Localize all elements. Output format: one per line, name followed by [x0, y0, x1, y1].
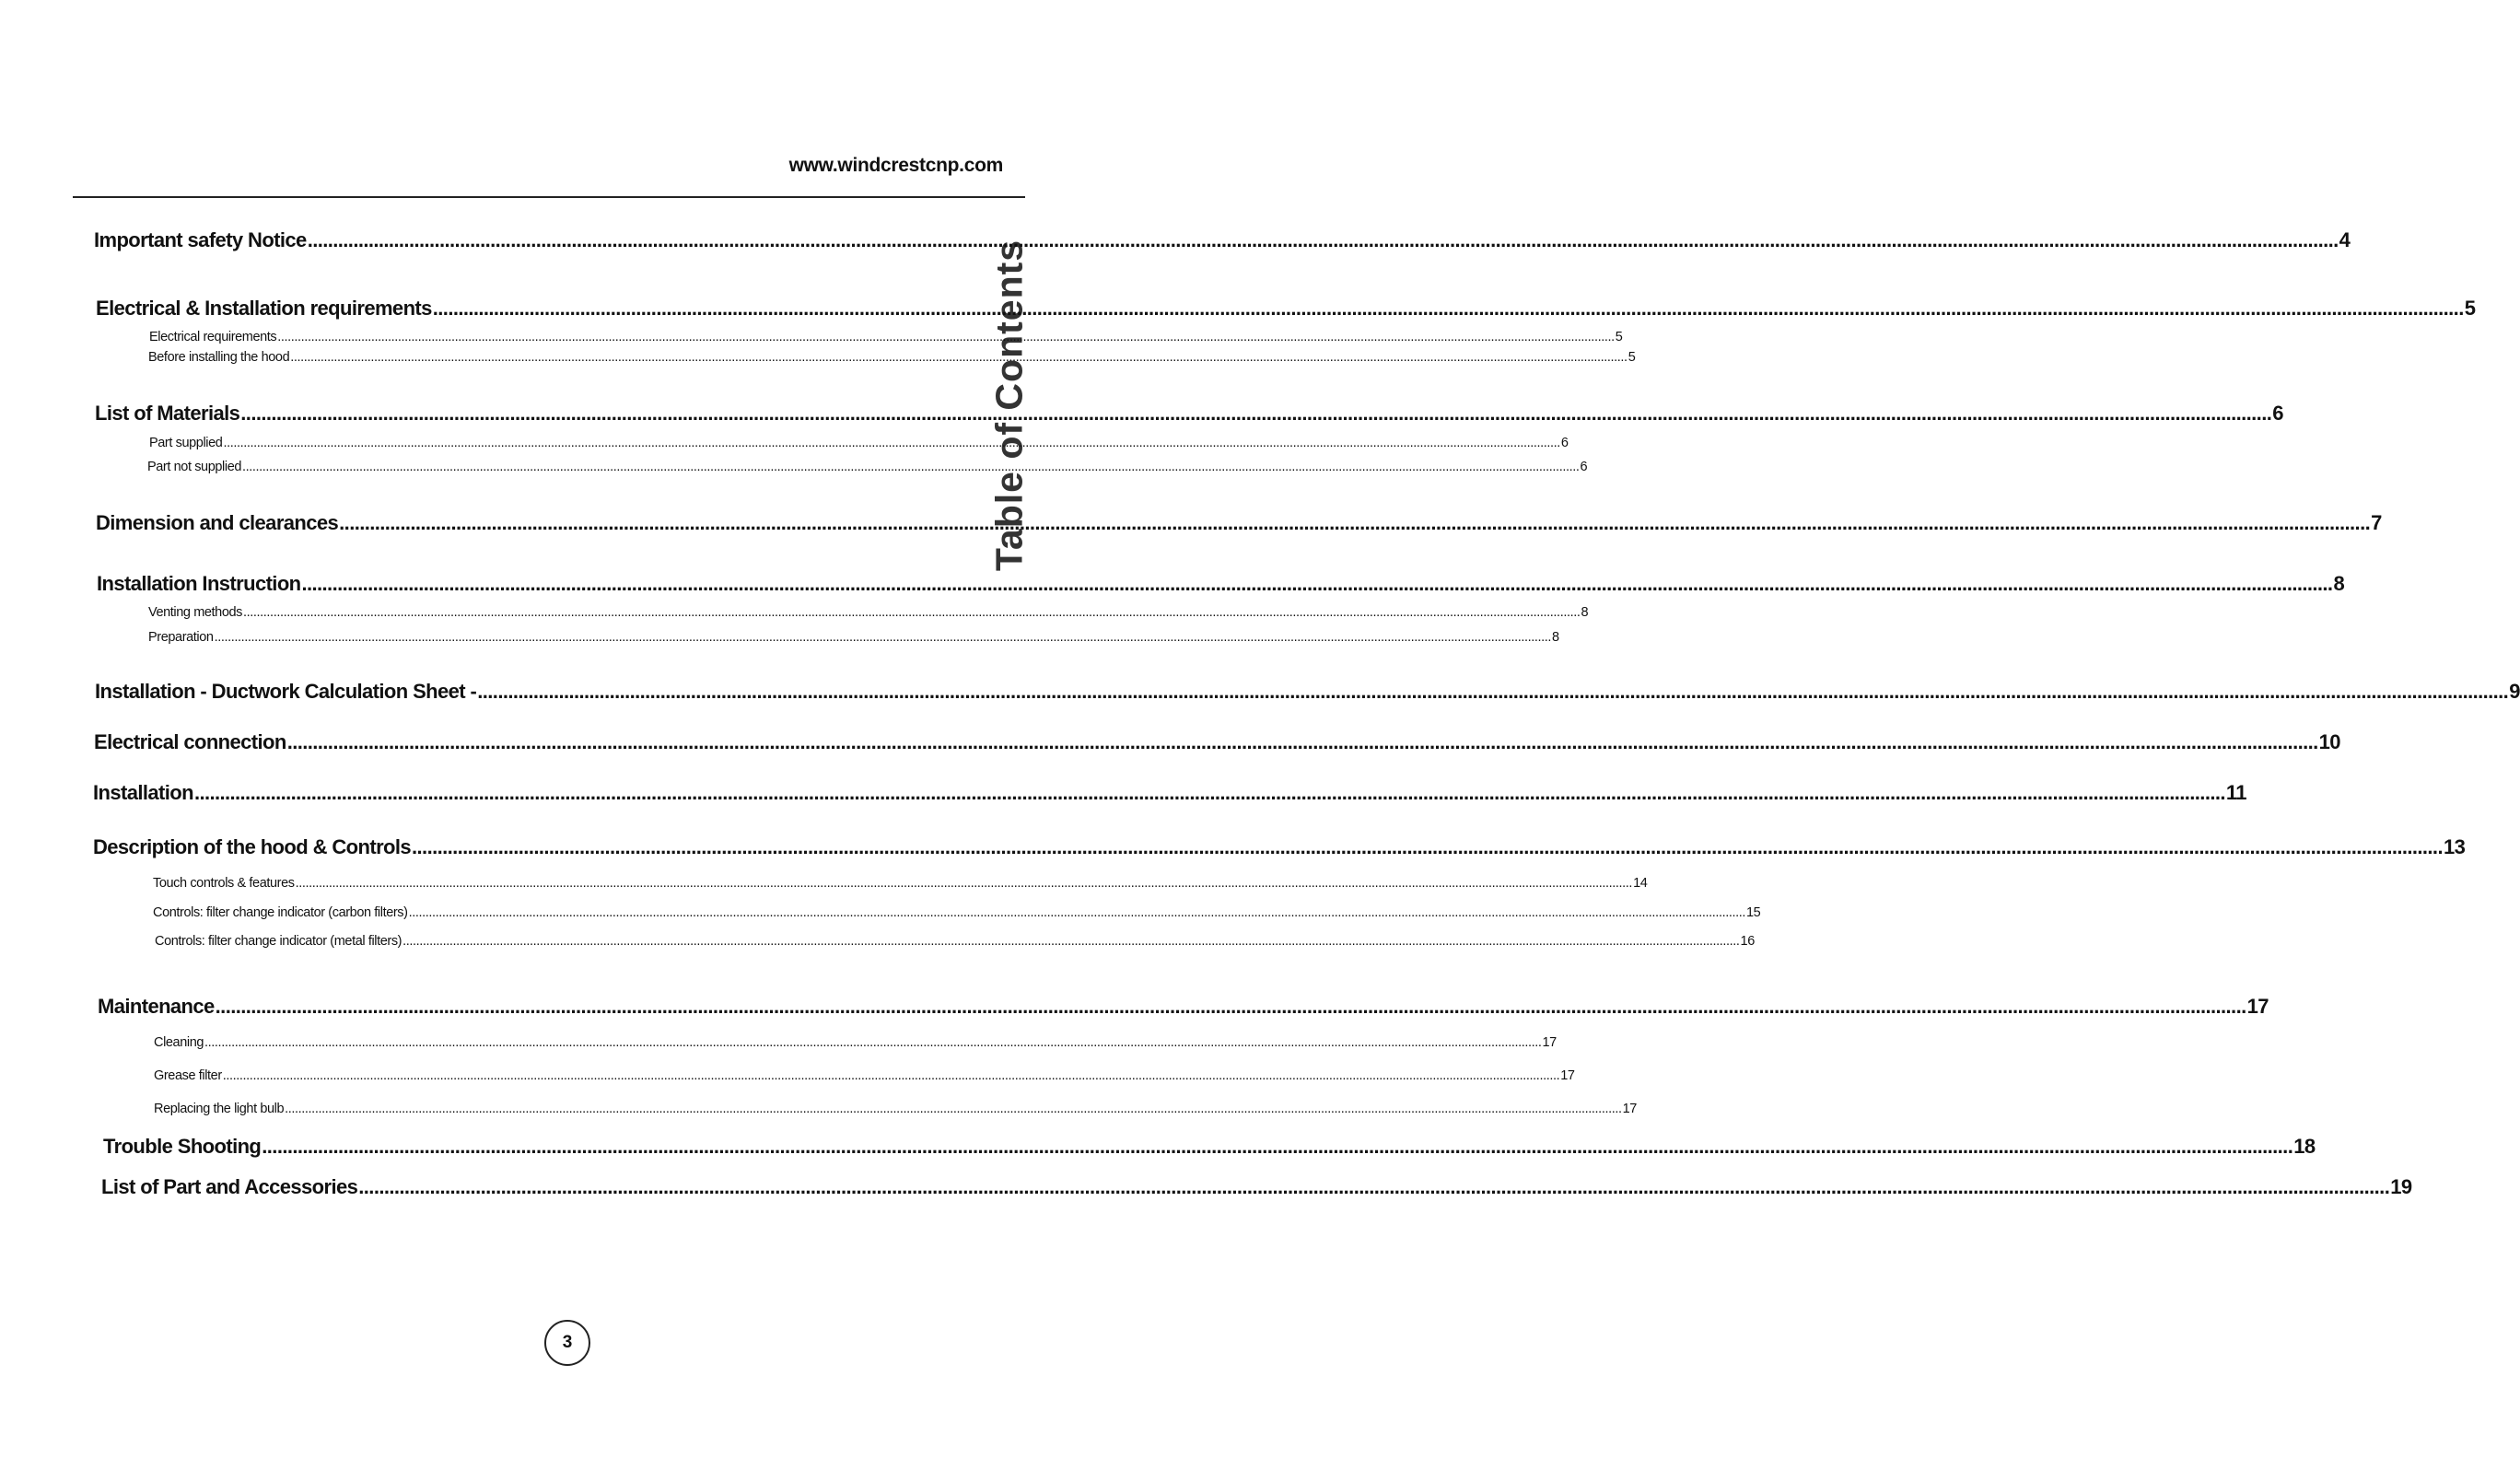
toc-entry-page: 5 [1628, 350, 1636, 365]
toc-entry-page: 5 [2464, 297, 2476, 320]
toc-entry-title: Cleaning [154, 1035, 204, 1050]
website-url[interactable]: www.windcrestcnp.com [788, 155, 1003, 176]
toc-entry-page: 5 [1615, 330, 1623, 344]
toc-entry-page: 11 [2225, 781, 2246, 804]
toc-entry-title: Electrical connection [94, 730, 286, 753]
toc-dot-leader: ................................................................................................................................................................................................................................................................................................................................................................................................................ [193, 781, 2225, 804]
toc-entry-title: Replacing the light bulb [154, 1102, 285, 1116]
toc-dot-leader: ................................................................................................................................................................................................................................................................................................................................................................................................................ [215, 995, 2246, 1018]
toc-entry[interactable] [95, 400, 2283, 427]
toc-entry-title: Preparation [148, 630, 214, 645]
toc-entry[interactable] [153, 904, 1761, 922]
toc-entry[interactable] [154, 1067, 1575, 1085]
toc-entry-page: 17 [1622, 1102, 1637, 1116]
toc-entry[interactable] [101, 1173, 2412, 1201]
toc-dot-leader: ................................................................................................................................................................................................................................................................................................................................................................................................................ [286, 730, 2318, 753]
toc-entry-title: Dimension and clearances [96, 511, 339, 534]
toc-entry-page: 18 [2293, 1135, 2316, 1158]
toc-entry-title: List of Materials [95, 402, 240, 425]
toc-entry-title: Before installing the hood [148, 350, 290, 365]
toc-entry-page: 8 [1581, 605, 1589, 620]
toc-dot-leader: ................................................................................................................................................................................................................................................................................................................................................................................................................ [214, 630, 1552, 645]
toc-dot-leader: ................................................................................................................................................................................................................................................................................................................................................................................................................ [295, 876, 1633, 891]
toc-entry-page: 8 [2333, 572, 2345, 595]
toc-dot-leader: ................................................................................................................................................................................................................................................................................................................................................................................................................ [432, 297, 2464, 320]
toc-entry[interactable] [93, 834, 2466, 861]
toc-dot-leader: ................................................................................................................................................................................................................................................................................................................................................................................................................ [223, 436, 1560, 450]
toc-entry-page: 13 [2443, 835, 2466, 858]
toc-dot-leader: ................................................................................................................................................................................................................................................................................................................................................................................................................ [301, 572, 2333, 595]
toc-dot-leader: ................................................................................................................................................................................................................................................................................................................................................................................................................ [412, 835, 2443, 858]
toc-entry-title: Electrical & Installation requirements [96, 297, 432, 320]
toc-entry-title: Description of the hood & Controls [93, 835, 412, 858]
toc-entry-title: Installation Instruction [97, 572, 301, 595]
toc-dot-leader: ................................................................................................................................................................................................................................................................................................................................................................................................................ [204, 1035, 1542, 1050]
toc-dot-leader: ................................................................................................................................................................................................................................................................................................................................................................................................................ [477, 680, 2509, 703]
toc-entry[interactable] [94, 729, 2340, 756]
toc-entry-title: Trouble Shooting [103, 1135, 262, 1158]
toc-entry[interactable] [148, 348, 1636, 367]
toc-entry[interactable] [97, 570, 2345, 598]
toc-entry[interactable] [148, 603, 1589, 622]
toc-dot-leader: ................................................................................................................................................................................................................................................................................................................................................................................................................ [307, 228, 2339, 251]
toc-entry[interactable] [93, 779, 2246, 807]
toc-entry[interactable] [153, 874, 1648, 892]
toc-entry-title: Installation [93, 781, 193, 804]
toc-entry-page: 6 [1580, 460, 1588, 474]
toc-entry-title: Venting methods [148, 605, 243, 620]
toc-entry-page: 16 [1740, 934, 1755, 949]
toc-dot-leader: ................................................................................................................................................................................................................................................................................................................................................................................................................ [242, 460, 1580, 474]
toc-dot-leader: ................................................................................................................................................................................................................................................................................................................................................................................................................ [222, 1068, 1560, 1083]
toc-entry-page: 8 [1552, 630, 1559, 645]
toc-entry-page: 10 [2318, 730, 2340, 753]
toc-entry[interactable] [95, 678, 2520, 706]
toc-dot-leader: ................................................................................................................................................................................................................................................................................................................................................................................................................ [243, 605, 1581, 620]
toc-entry-page: 17 [2246, 995, 2269, 1018]
toc-entry[interactable] [154, 1100, 1637, 1118]
toc-entry-title: Controls: filter change indicator (metal filters) [155, 934, 402, 949]
toc-dot-leader: ................................................................................................................................................................................................................................................................................................................................................................................................................ [290, 350, 1628, 365]
side-title: Table of Contents [987, 239, 1031, 572]
page-number: 3 [562, 1333, 573, 1352]
toc-entry[interactable] [98, 993, 2269, 1021]
toc-entry-title: Controls: filter change indicator (carbon filters) [153, 905, 408, 920]
toc-entry-title: Electrical requirements [149, 330, 277, 344]
toc-entry[interactable] [154, 1033, 1557, 1052]
toc-entry-page: 9 [2509, 680, 2520, 703]
toc-dot-leader: ................................................................................................................................................................................................................................................................................................................................................................................................................ [240, 402, 2272, 425]
page-number-badge [544, 1320, 590, 1366]
toc-entry-title: Part supplied [149, 436, 223, 450]
toc-entry-page: 7 [2371, 511, 2382, 534]
toc-entry[interactable] [96, 509, 2382, 537]
toc-dot-leader: ................................................................................................................................................................................................................................................................................................................................................................................................................ [339, 511, 2371, 534]
toc-entry-title: Installation - Ductwork Calculation Sheet - [95, 680, 477, 703]
toc-dot-leader: ................................................................................................................................................................................................................................................................................................................................................................................................................ [358, 1175, 2390, 1198]
toc-entry-title: Important safety Notice [94, 228, 307, 251]
toc-entry-page: 19 [2390, 1175, 2412, 1198]
toc-dot-leader: ................................................................................................................................................................................................................................................................................................................................................................................................................ [285, 1102, 1622, 1116]
toc-entry-title: Grease filter [154, 1068, 222, 1083]
toc-entry[interactable] [103, 1133, 2316, 1161]
toc-dot-leader: ................................................................................................................................................................................................................................................................................................................................................................................................................ [402, 934, 1740, 949]
header-divider [73, 196, 1025, 198]
toc-entry[interactable] [149, 328, 1623, 346]
toc-entry-title: Part not supplied [147, 460, 242, 474]
toc-entry[interactable] [155, 932, 1755, 951]
toc-entry[interactable] [94, 227, 2351, 254]
toc-entry[interactable] [149, 434, 1569, 452]
toc-entry-title: Touch controls & features [153, 876, 295, 891]
toc-dot-leader: ................................................................................................................................................................................................................................................................................................................................................................................................................ [262, 1135, 2293, 1158]
toc-dot-leader: ................................................................................................................................................................................................................................................................................................................................................................................................................ [277, 330, 1615, 344]
toc-entry[interactable] [96, 295, 2476, 322]
toc-entry-page: 4 [2339, 228, 2351, 251]
toc-entry[interactable] [148, 628, 1559, 647]
toc-entry-title: List of Part and Accessories [101, 1175, 358, 1198]
toc-entry-page: 17 [1542, 1035, 1557, 1050]
toc-entry-title: Maintenance [98, 995, 215, 1018]
toc-entry-page: 6 [1560, 436, 1569, 450]
toc-entry-page: 17 [1560, 1068, 1575, 1083]
toc-entry[interactable] [147, 458, 1588, 476]
toc-entry-page: 6 [2272, 402, 2283, 425]
toc-dot-leader: ................................................................................................................................................................................................................................................................................................................................................................................................................ [408, 905, 1746, 920]
toc-entry-page: 14 [1633, 876, 1648, 891]
toc-entry-page: 15 [1746, 905, 1761, 920]
